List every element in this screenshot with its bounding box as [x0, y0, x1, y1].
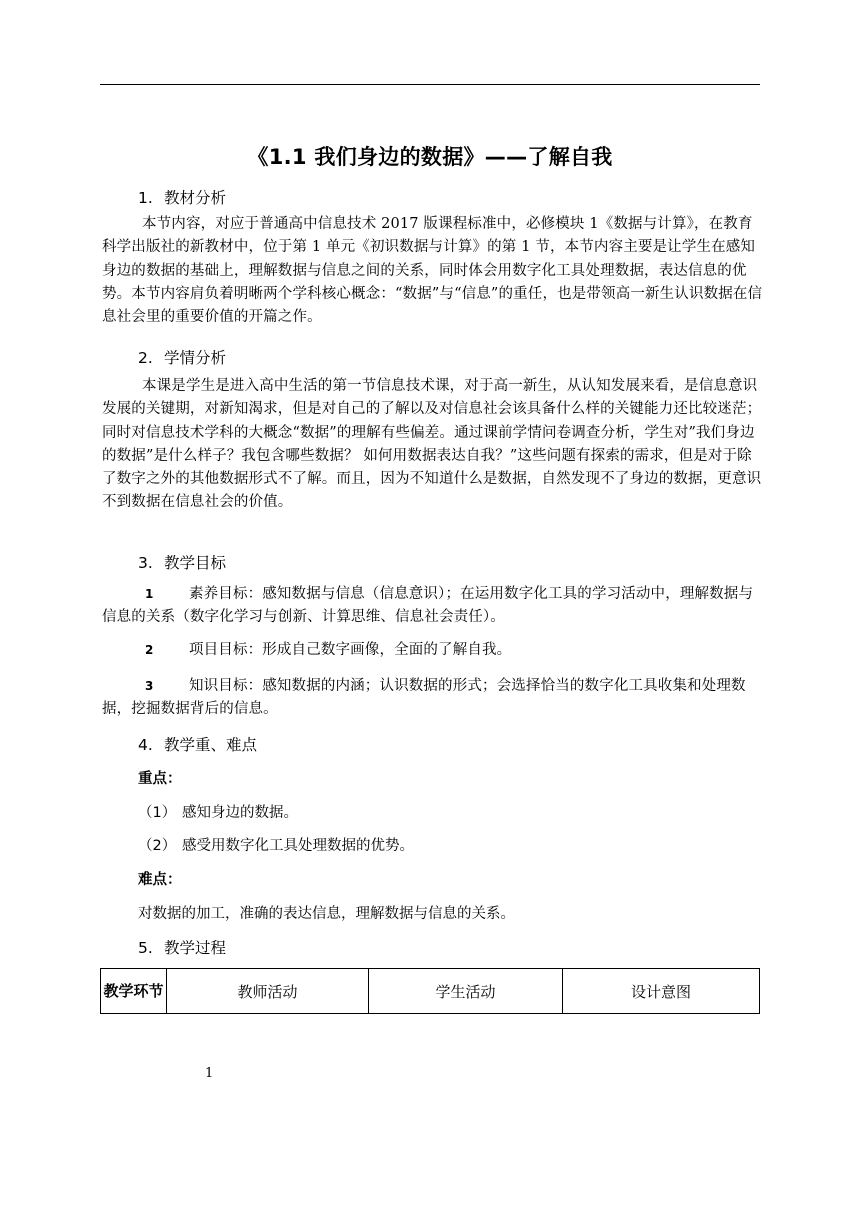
item-number: （1） — [138, 805, 177, 821]
goal-item-2 — [102, 639, 764, 662]
section-heading-5 — [138, 936, 226, 958]
page-number: 1 — [205, 1066, 214, 1081]
goal-text: 素养目标：感知数据与信息（信息意识）；在运用数字化工具的学习活动中，理解数据与信息的关系（数字化学习与创新、计算思维、信息社会责任）。 — [102, 586, 754, 626]
section-number: 4. — [138, 736, 153, 754]
section-title: 教学重、难点 — [164, 736, 258, 754]
section-number: 2. — [138, 349, 153, 367]
goal-marker: 3 — [145, 679, 154, 693]
key-point-item — [138, 801, 298, 822]
key-point-item — [138, 834, 414, 855]
goal-text: 项目目标：形成自己数字画像，全面的了解自我。 — [189, 642, 512, 658]
goal-item-3 — [102, 675, 764, 722]
document-title: 《1.1 我们身边的数据》——了解自我 — [247, 145, 613, 169]
section-heading-1 — [138, 186, 226, 208]
table-header-cell: 学生活动 — [369, 969, 563, 1014]
table-header-cell: 教师活动 — [167, 969, 369, 1014]
section-title: 教材分析 — [164, 189, 227, 207]
section-title: 教学目标 — [164, 554, 227, 572]
section-title: 学情分析 — [164, 349, 227, 367]
difficulty-text: 对数据的加工，准确的表达信息，理解数据与信息的关系。 — [138, 906, 515, 922]
header-rule — [100, 84, 760, 85]
section-title: 教学过程 — [164, 939, 227, 957]
key-points-label: 重点： — [138, 771, 182, 787]
goal-item-1 — [102, 583, 764, 630]
goal-marker: 2 — [145, 643, 154, 657]
section-number: 1. — [138, 189, 153, 207]
section-heading-2 — [138, 346, 226, 368]
teaching-process-table — [100, 968, 760, 1014]
section-number: 5. — [138, 939, 153, 957]
goal-text: 知识目标：感知数据的内涵；认识数据的形式；会选择恰当的数字化工具收集和处理数据，挖掘数据背后的信息。 — [102, 678, 746, 718]
table-header-cell: 设计意图 — [563, 969, 760, 1014]
section-paragraph-2: 本课是学生是进入高中生活的第一节信息技术课，对于高一新生，从认知发展来看，是信息意识发展的关键期，对新知渴求，但是对自己的了解以及对信息社会该具备什么样的关键能力还比较迷茫；同时对信息技术学科的大概念“数据”的理解有些偏差。通过课前学情问卷调查分析，学生对”我们身边的数据”是什么样子？我包含哪些数据？ 如何用数据表达自我？”这些问题有探索的需求，但是对于除了数字之外的其他数据形式不了解。而且，因为不知道什么是数据，自然发现不了身边的数据，更意识不到数据在信息社会的价值。 — [102, 378, 762, 511]
table-header-cell: 教学环节 — [101, 969, 167, 1014]
section-heading-3 — [138, 551, 226, 573]
section-heading-4 — [138, 733, 257, 755]
section-paragraph-1: 本节内容，对应于普通高中信息技术 2017 版课程标准中，必修模块 1《数据与计算》，在教育科学出版社的新教材中，位于第 1 单元《初识数据与计算》的第 1 节，本节内容主要是让学生在感知身边的数据的基础上，理解数据与信息之间的关系，同时体会用数字化工具处理数据，表达信息的优势。本节内容肩负着明晰两个学科核心概念：“数据”与“信息”的重任，也是带领高一新生认识数据在信息社会里的重要价值的开篇之作。 — [102, 216, 763, 326]
goal-marker: 1 — [145, 587, 154, 601]
difficulty-label: 难点： — [138, 872, 182, 888]
item-text: 感知身边的数据。 — [182, 805, 298, 821]
section-number: 3. — [138, 554, 153, 572]
item-text: 感受用数字化工具处理数据的优势。 — [182, 838, 414, 854]
item-number: （2） — [138, 838, 177, 854]
table-header-row — [101, 969, 760, 1014]
